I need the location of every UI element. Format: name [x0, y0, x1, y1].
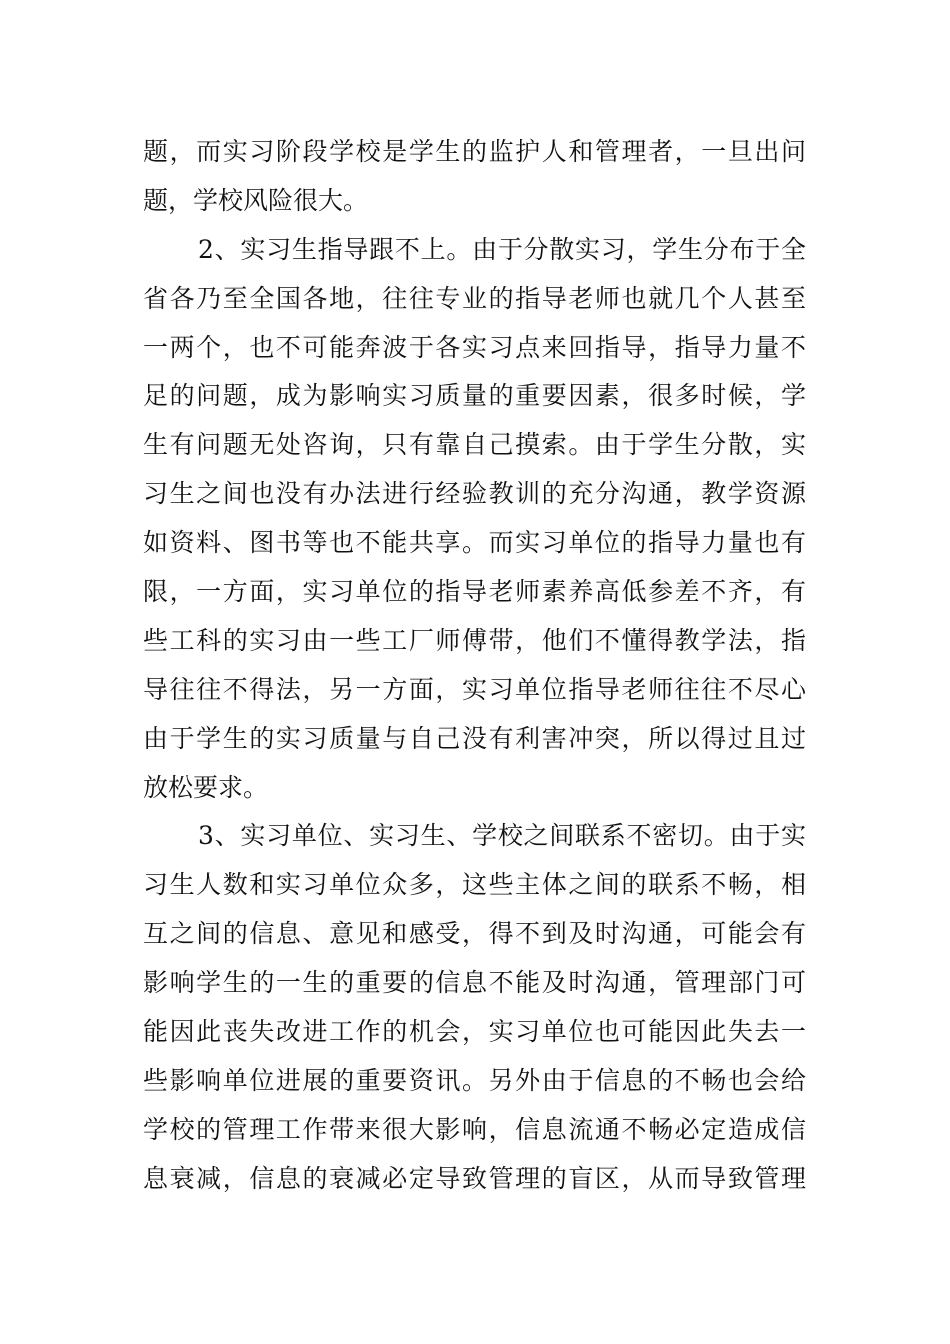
text-line: 学校的管理工作带来很大影响，信息流通不畅必定造成信 — [143, 1114, 806, 1144]
text-line: 题，学校风险很大。 — [143, 185, 369, 215]
text-line: 放松要求。 — [143, 772, 269, 802]
text-line: 习生人数和实习单位众多，这些主体之间的联系不畅，相 — [143, 870, 806, 900]
paragraph-first-line: 2、实习生指导跟不上。由于分散实习，学生分布于全 — [198, 234, 806, 264]
text-line: 些影响单位进展的重要资讯。另外由于信息的不畅也会给 — [143, 1065, 806, 1095]
text-line: 影响学生的一生的重要的信息不能及时沟通，管理部门可 — [143, 968, 806, 998]
text-line: 息衰减，信息的衰减必定导致管理的盲区，从而导致管理 — [143, 1163, 806, 1193]
text-line: 省各乃至全国各地，往往专业的指导老师也就几个人甚至 — [143, 283, 806, 313]
text-line: 足的问题，成为影响实习质量的重要因素，很多时候，学 — [143, 381, 806, 411]
text-line: 题，而实习阶段学校是学生的监护人和管理者，一旦出问 — [143, 137, 806, 166]
text-line: 习生之间也没有办法进行经验教训的充分沟通，教学资源 — [143, 479, 806, 509]
text-line: 由于学生的实习质量与自己没有利害冲突，所以得过且过 — [143, 723, 806, 753]
text-line: 生有问题无处咨询，只有靠自己摸索。由于学生分散，实 — [143, 430, 806, 460]
text-line: 些工科的实习由一些工厂师傅带，他们不懂得教学法，指 — [143, 625, 806, 655]
text-line: 导往往不得法，另一方面，实习单位指导老师往往不尽心 — [143, 674, 806, 704]
text-line: 如资料、图书等也不能共享。而实习单位的指导力量也有 — [143, 528, 806, 558]
text-line: 限，一方面，实习单位的指导老师素养高低参差不齐，有 — [143, 577, 806, 607]
text-line: 一两个，也不可能奔波于各实习点来回指导，指导力量不 — [143, 332, 806, 362]
text-line: 能因此丧失改进工作的机会，实习单位也可能因此失去一 — [143, 1017, 806, 1047]
paragraph-first-line: 3、实习单位、实习生、学校之间联系不密切。由于实 — [198, 821, 806, 851]
text-line: 互之间的信息、意见和感受，得不到及时沟通，可能会有 — [143, 919, 806, 949]
body-text — [143, 128, 806, 1204]
